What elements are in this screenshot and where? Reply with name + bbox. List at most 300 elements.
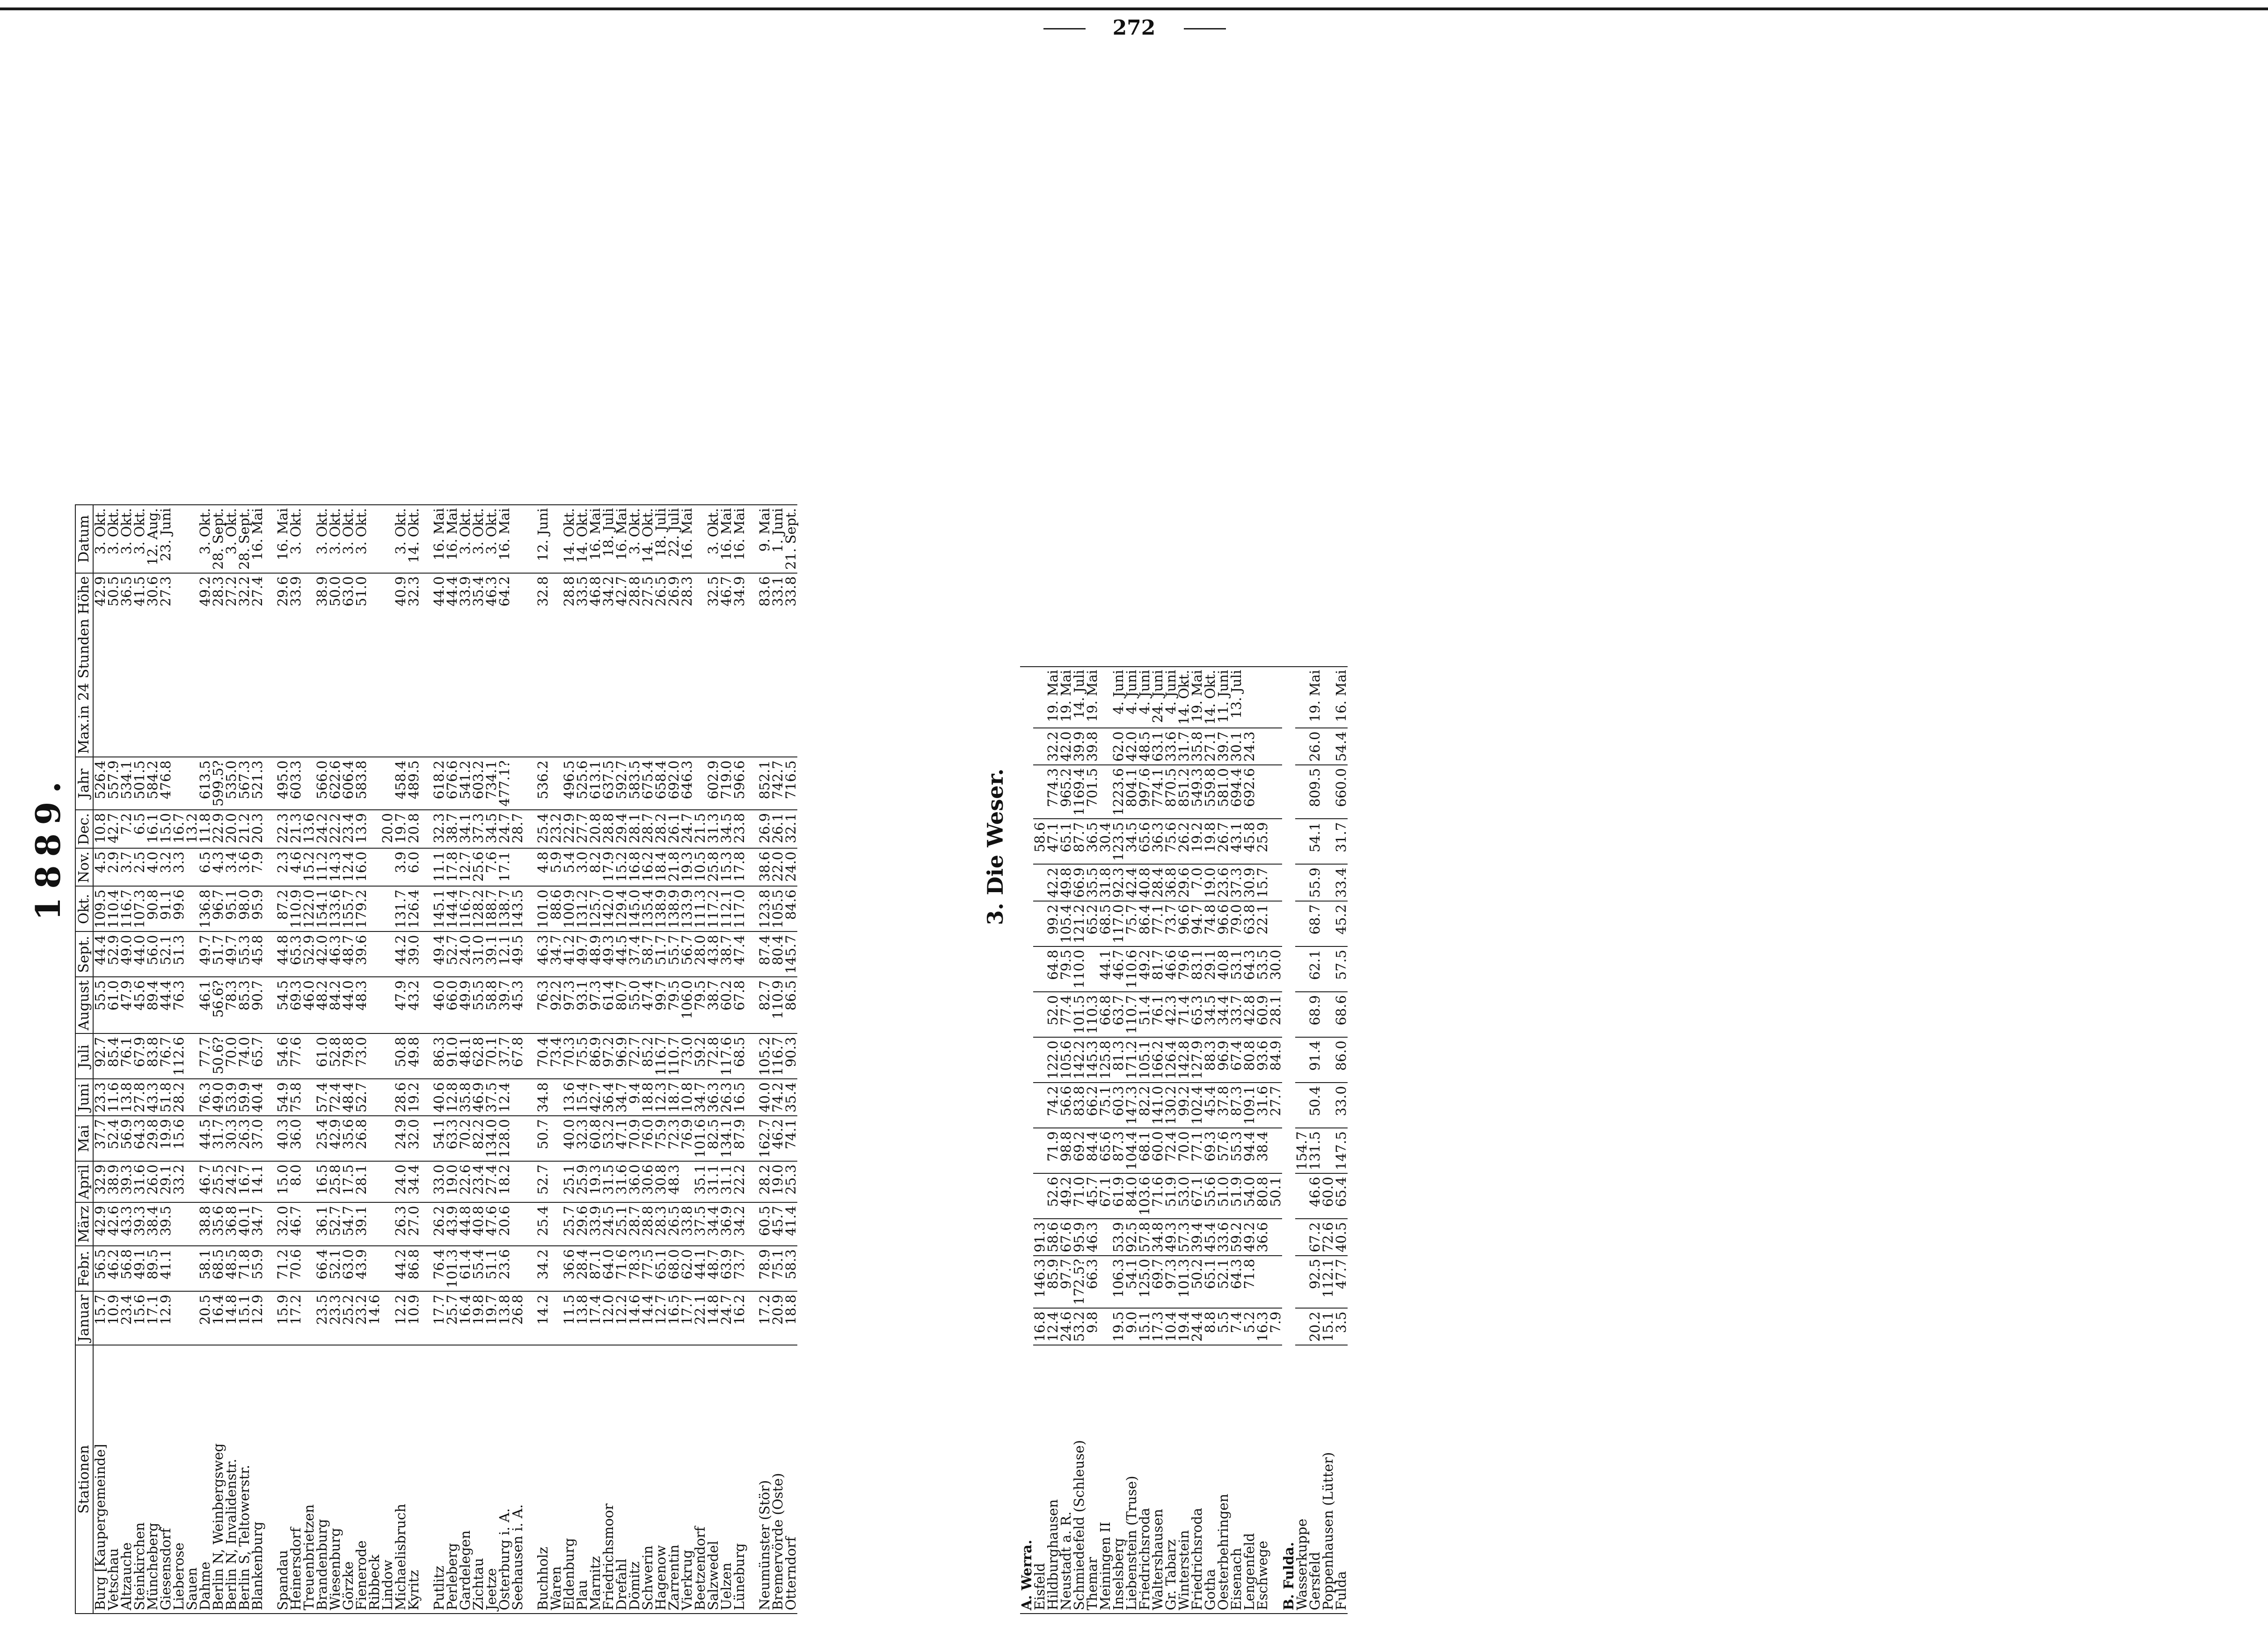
table-cell: 27.0 <box>407 1202 420 1246</box>
table-cell: 24.9 <box>394 1116 407 1161</box>
table-cell: 15.1 <box>1321 1308 1335 1345</box>
table-cell: 30.3 <box>225 1116 238 1161</box>
table-cell: 45.3 <box>511 977 524 1033</box>
column-header: Okt. <box>75 886 93 931</box>
table-cell: 23.6 <box>1217 864 1230 901</box>
table-cell: 3. Okt. <box>133 505 146 573</box>
table-cell: 78.3 <box>628 1246 641 1291</box>
table-cell: 31.3 <box>707 810 720 848</box>
table-cell: 24.0 <box>459 931 472 977</box>
table-cell: 742.7 <box>771 757 784 810</box>
table-cell: 19.0 <box>1203 864 1217 901</box>
table-cell: 68.0 <box>667 1246 680 1291</box>
table-cell: 71.6 <box>615 1246 628 1291</box>
table-cell: 58.7 <box>641 931 654 977</box>
table-cell <box>302 757 315 810</box>
table-cell: 39.6 <box>355 931 368 977</box>
station-name: Buchholz <box>536 1345 549 1614</box>
table-cell: 123.5 <box>1112 819 1125 864</box>
station-name: Eisfeld <box>1033 1345 1046 1614</box>
table-cell: 65.3 <box>1190 992 1203 1037</box>
table-cell: 52.1 <box>159 931 172 977</box>
table-cell: 2.5 <box>133 848 146 886</box>
table-cell: 17.3 <box>1151 1308 1164 1345</box>
table-cell: 84.6 <box>784 886 797 931</box>
table-cell: 60.0 <box>1151 1128 1164 1173</box>
table-cell: 65.6 <box>1138 819 1151 864</box>
table-cell <box>172 757 185 810</box>
table-cell: 30.4 <box>1099 819 1112 864</box>
table-cell: 40.8 <box>1217 946 1230 992</box>
table-cell: 99.2 <box>1046 901 1059 946</box>
table-cell: 73.0 <box>355 1033 368 1079</box>
table-cell: 3.2 <box>159 848 172 886</box>
table-cell: 131.5 <box>1308 1128 1321 1173</box>
station-name <box>1269 1345 1282 1614</box>
table-cell: 68.9 <box>1308 992 1321 1037</box>
table-cell <box>185 1202 198 1246</box>
table-cell: 38.4 <box>146 1202 159 1246</box>
table-cell: 75.5 <box>576 1033 589 1079</box>
table-header-row <box>75 505 93 1614</box>
table-cell: 84.0 <box>1125 1173 1138 1219</box>
station-name: Spandau <box>276 1345 289 1614</box>
table-cell: 46.3 <box>1086 1219 1099 1256</box>
table-cell: 116.7 <box>459 886 472 931</box>
table-cell: 46.3 <box>536 931 549 977</box>
table-cell: 67.1 <box>1099 1173 1112 1219</box>
table-cell: 109.1 <box>1243 1083 1256 1128</box>
table-cell: 14.8 <box>707 1291 720 1345</box>
table-cell: 87.9 <box>733 1116 746 1161</box>
station-name: Putlitz <box>432 1345 445 1614</box>
table-cell: 179.2 <box>355 886 368 931</box>
table-cell: 17.9 <box>602 848 615 886</box>
table-row <box>733 505 746 1614</box>
table-cell: 65.1 <box>654 1246 667 1291</box>
table-cell: 47.4 <box>733 931 746 977</box>
table-cell: 68.5 <box>733 1033 746 1079</box>
table-cell: 29.8 <box>146 1116 159 1161</box>
table-cell: 20.2 <box>1308 1308 1321 1345</box>
table-cell: 162.7 <box>758 1116 771 1161</box>
table-cell: 12.9 <box>159 1291 172 1345</box>
table-row <box>615 505 628 1614</box>
station-name: Jeetze <box>485 1345 498 1614</box>
table-cell: 134.0 <box>485 1116 498 1161</box>
table-cell: 90.3 <box>784 1033 797 1079</box>
table-cell: 19.5 <box>1112 1308 1125 1345</box>
table-cell: 41.5 <box>133 573 146 757</box>
table-cell <box>172 1291 185 1345</box>
table-cell <box>1033 864 1046 901</box>
table-cell: 112.1 <box>1321 1256 1335 1309</box>
table-cell: 77.1 <box>1190 1128 1203 1173</box>
table-cell: 25.7 <box>445 1291 459 1345</box>
table-cell: 27.4 <box>485 1161 498 1202</box>
table-cell: 3.9 <box>394 848 407 886</box>
station-name: Waren <box>549 1345 562 1614</box>
table-cell <box>693 757 707 810</box>
table-row <box>1072 667 1086 1614</box>
table-cell: 526.4 <box>93 757 107 810</box>
table-cell: 8.0 <box>289 1161 302 1202</box>
table-cell <box>1033 1173 1046 1219</box>
column-header: Mai <box>75 1116 93 1161</box>
table-cell: 852.1 <box>758 757 771 810</box>
table-cell: 19.8 <box>472 1291 485 1345</box>
table-cell: 16. Mai <box>1335 667 1348 728</box>
table-cell: 4. Juni <box>1138 667 1151 728</box>
table-cell: 37.5 <box>485 1079 498 1116</box>
table-cell: 28.8 <box>562 573 576 757</box>
table-cell: 138.7 <box>498 886 511 931</box>
table-cell: 581.0 <box>1217 765 1230 819</box>
group-heading-row <box>1282 667 1295 1614</box>
table-cell <box>1295 864 1308 901</box>
table-cell: 75.6 <box>1164 819 1177 864</box>
table-cell: 88.3 <box>1203 1037 1217 1083</box>
table-cell: 36.3 <box>707 1079 720 1116</box>
table-cell: 46.0 <box>432 977 445 1033</box>
station-name: Dömitz <box>628 1345 641 1614</box>
table-cell: 53.1 <box>1230 946 1243 992</box>
table-cell: 76.7 <box>159 1033 172 1079</box>
table-cell: 86.5 <box>784 977 797 1033</box>
table-cell <box>185 1033 198 1079</box>
table-row <box>654 505 667 1614</box>
table-cell: 16. Mai <box>680 505 693 573</box>
table-cell: 51.3 <box>172 931 185 977</box>
table-cell: 25.2 <box>342 1291 355 1345</box>
table-cell: 809.5 <box>1308 765 1321 819</box>
table-cell: 559.8 <box>1203 765 1217 819</box>
table-cell: 38.7 <box>445 810 459 848</box>
table-cell: 53.9 <box>1112 1219 1125 1256</box>
table-cell: 72.6 <box>1321 1219 1335 1256</box>
table-cell <box>1321 765 1335 819</box>
table-cell: 70.9 <box>628 1116 641 1161</box>
table-cell <box>185 977 198 1033</box>
table-cell: 154.1 <box>315 886 328 931</box>
table-cell <box>302 1161 315 1202</box>
station-name: Beetzendorf <box>693 1345 707 1614</box>
table-cell: 44.5 <box>615 931 628 977</box>
table-cell: 58.1 <box>198 1246 211 1291</box>
table-cell: 51.9 <box>1230 1173 1243 1219</box>
table-cell <box>368 1202 381 1246</box>
table-cell: 145.7 <box>784 931 797 977</box>
table-cell: 96.6 <box>1177 901 1190 946</box>
table-cell: 39.8 <box>1086 728 1099 765</box>
page-number: 272 <box>1112 16 1156 40</box>
table-cell: 70.6 <box>289 1246 302 1291</box>
table-cell <box>302 1079 315 1116</box>
table-cell: 44.5 <box>198 1116 211 1161</box>
table-cell: 39.0 <box>407 931 420 977</box>
table-cell: 68.5 <box>211 1246 225 1291</box>
table-cell: 93.6 <box>1256 1037 1269 1083</box>
table-cell: 39.4 <box>1190 1219 1203 1256</box>
table-cell: 73.7 <box>1164 901 1177 946</box>
table-cell: 42.0 <box>315 931 328 977</box>
table-row <box>1125 667 1138 1614</box>
group-heading: B. Fulda. <box>1282 667 1295 1614</box>
table-cell: 48.1 <box>459 1033 472 1079</box>
table-row <box>707 505 720 1614</box>
table-cell: 67.8 <box>733 977 746 1033</box>
table-row <box>720 505 733 1614</box>
table-row <box>302 505 315 1614</box>
table-cell: 36.6 <box>562 1246 576 1291</box>
table-cell: 58.3 <box>784 1246 797 1291</box>
table-cell <box>1256 728 1269 765</box>
table-cell: 55.6 <box>1203 1173 1217 1219</box>
table-cell: 602.9 <box>707 757 720 810</box>
table-body <box>93 505 797 1614</box>
table-cell: 15.1 <box>238 1291 251 1345</box>
table-cell: 68.1 <box>1138 1128 1151 1173</box>
table-cell: 47.6 <box>485 1202 498 1246</box>
table-row <box>549 505 562 1614</box>
table-cell: 70.3 <box>562 1033 576 1079</box>
table-row <box>107 505 120 1614</box>
table-cell: 110.9 <box>771 977 784 1033</box>
table-cell <box>1099 728 1112 765</box>
table-cell: 43.9 <box>445 1202 459 1246</box>
table-cell: 50.0 <box>328 573 342 757</box>
table-cell: 39.1 <box>355 1202 368 1246</box>
table-cell: 45.6 <box>133 977 146 1033</box>
table-cell: 26.2 <box>432 1202 445 1246</box>
table-cell: 31.0 <box>472 931 485 977</box>
table-cell: 27.4 <box>251 573 264 757</box>
table-cell: 5.4 <box>562 848 576 886</box>
table-cell: 75.7 <box>1125 901 1138 946</box>
table-cell: 79.0 <box>1230 901 1243 946</box>
table-cell <box>1256 1256 1269 1309</box>
table-cell: 45.8 <box>251 931 264 977</box>
table-cell: 16.8 <box>1033 1308 1046 1345</box>
table-cell: 92.5 <box>1308 1256 1321 1309</box>
table-cell: 81.7 <box>1151 946 1164 992</box>
table-cell: 79.8 <box>342 1033 355 1079</box>
table-cell: 622.6 <box>328 757 342 810</box>
table-cell: 65.6 <box>1099 1128 1112 1173</box>
station-name: Drefahl <box>615 1345 628 1614</box>
table-cell: 117.0 <box>1112 901 1125 946</box>
table-cell: 106.0 <box>680 977 693 1033</box>
table-cell: 35.4 <box>784 1079 797 1116</box>
table-cell: 28.7 <box>628 1202 641 1246</box>
station-name: Burg [Kaupergemeinde] <box>93 1345 107 1614</box>
table-cell: 94.7 <box>1190 901 1203 946</box>
table-cell: 26.3 <box>238 1116 251 1161</box>
table-cell: 57.6 <box>1217 1128 1230 1173</box>
table-cell: 49.3 <box>602 931 615 977</box>
table-cell <box>1321 819 1335 864</box>
table-cell: 12. Juni <box>536 505 549 573</box>
table-cell: 54.1 <box>1308 819 1321 864</box>
table-cell: 16. Mai <box>615 505 628 573</box>
table-cell: 19. Mai <box>1190 667 1203 728</box>
table-cell <box>1033 1128 1046 1173</box>
table-cell: 28.0 <box>693 931 707 977</box>
table-cell <box>549 1291 562 1345</box>
table-cell: 76.3 <box>198 1079 211 1116</box>
table-cell: 77.7 <box>198 1033 211 1079</box>
table-cell: 618.2 <box>432 757 445 810</box>
table-cell: 495.0 <box>276 757 289 810</box>
table-row <box>536 505 549 1614</box>
table-cell: 28.2 <box>654 810 667 848</box>
table-cell: 33.4 <box>1335 864 1348 901</box>
table-cell: 566.0 <box>315 757 328 810</box>
table-cell: 83.1 <box>1190 946 1203 992</box>
table-cell: 73.7 <box>733 1246 746 1291</box>
station-name: Müncheberg <box>146 1345 159 1614</box>
table-cell: 92.5 <box>1125 1219 1138 1256</box>
table-cell: 55.0 <box>628 977 641 1033</box>
table-cell: 39.7 <box>1217 728 1230 765</box>
table-cell: 19.7 <box>394 810 407 848</box>
table-row <box>693 505 707 1614</box>
table-cell: 4.5 <box>93 848 107 886</box>
group-heading-row <box>1020 667 1033 1614</box>
table-cell: 660.0 <box>1335 765 1348 819</box>
table-cell: 127.9 <box>1190 1037 1203 1083</box>
table-cell <box>1099 667 1112 728</box>
table-cell: 46.7 <box>198 1161 211 1202</box>
table-cell <box>549 505 562 573</box>
column-header: Januar <box>75 1291 93 1345</box>
table-cell: 23.2 <box>549 810 562 848</box>
table-cell: 154.7 <box>1295 1128 1308 1173</box>
table-cell: 75.1 <box>771 1246 784 1291</box>
station-name: Giesensdorf <box>159 1345 172 1614</box>
table-cell: 11.8 <box>198 810 211 848</box>
table-cell <box>381 1033 394 1079</box>
table-cell: 3. Okt. <box>107 505 120 573</box>
table-cell: 42.9 <box>93 1202 107 1246</box>
table-cell <box>381 848 394 886</box>
table-cell <box>511 1116 524 1161</box>
table-cell: 126.4 <box>1164 1037 1177 1083</box>
station-name: Gersfeld <box>1308 1345 1321 1614</box>
table-cell <box>1099 1308 1112 1345</box>
table-cell <box>381 1246 394 1291</box>
table-cell: 25.9 <box>576 1161 589 1202</box>
table-cell: 25.9 <box>1256 819 1269 864</box>
table-cell: 15.2 <box>615 848 628 886</box>
table-cell: 26.1 <box>667 810 680 848</box>
table-cell: 30.1 <box>1230 728 1243 765</box>
table-cell: 4.0 <box>146 848 159 886</box>
table-cell: 65.2 <box>1086 901 1099 946</box>
table-cell: 71.2 <box>276 1246 289 1291</box>
table-cell: 70.0 <box>225 1033 238 1079</box>
table-cell: 17.7 <box>680 1291 693 1345</box>
table-cell: 40.9 <box>394 573 407 757</box>
table-cell: 14.8 <box>225 1291 238 1345</box>
table-cell: 101.5 <box>1072 992 1086 1037</box>
table-cell: 56.6? <box>211 977 225 1033</box>
table-cell: 10.8 <box>93 810 107 848</box>
table-cell: 48.4 <box>342 1079 355 1116</box>
table-cell: 646.3 <box>680 757 693 810</box>
table-cell: 4.8 <box>536 848 549 886</box>
table-cell: 33.8 <box>680 1202 693 1246</box>
table-cell: 96.9 <box>615 1033 628 1079</box>
table-cell: 72.7 <box>628 1033 641 1079</box>
table-cell: 34.4 <box>407 1161 420 1202</box>
table-cell: 39.7 <box>498 977 511 1033</box>
table-cell <box>1033 946 1046 992</box>
table-cell: 31.1 <box>707 1161 720 1202</box>
table-row <box>159 505 172 1614</box>
table-cell: 42.7 <box>615 573 628 757</box>
table-cell: 65.7 <box>251 1033 264 1079</box>
table-cell: 57.8 <box>1138 1219 1151 1256</box>
table-cell: 56.9 <box>120 1116 133 1161</box>
table-cell: 34.8 <box>1151 1219 1164 1256</box>
station-name: Dahme <box>198 1345 211 1614</box>
table-cell: 74.1 <box>784 1116 797 1161</box>
table-cell <box>511 505 524 573</box>
table-cell: 12.2 <box>394 1291 407 1345</box>
table-cell: 105.6 <box>1059 1037 1072 1083</box>
table-cell <box>381 1116 394 1161</box>
table-cell: 55.7 <box>667 931 680 977</box>
table-cell: 23. Juni <box>159 505 172 573</box>
table-cell: 8.8 <box>1203 1308 1217 1345</box>
table-row <box>185 505 198 1614</box>
table-cell: 25.5 <box>211 1161 225 1202</box>
station-name: Heinersdorf <box>289 1345 302 1614</box>
table-cell: 60.0 <box>1321 1173 1335 1219</box>
table-cell: 72.4 <box>328 1079 342 1116</box>
table-cell: 65.1 <box>1059 819 1072 864</box>
station-name: Eisenach <box>1230 1345 1243 1614</box>
table-cell: 49.7 <box>576 931 589 977</box>
table-cell: 54.1 <box>1125 1256 1138 1309</box>
table-cell <box>185 848 198 886</box>
table-cell: 18.8 <box>784 1291 797 1345</box>
table-cell: 32.0 <box>276 1202 289 1246</box>
table-cell <box>381 1291 394 1345</box>
table-cell: 19. Mai <box>1059 667 1072 728</box>
table-cell: 75.1 <box>1099 1083 1112 1128</box>
table-cell: 18.8 <box>641 1079 654 1116</box>
table-cell: 26.8 <box>355 1116 368 1161</box>
table-cell: 12.0 <box>602 1291 615 1345</box>
table-cell <box>381 1161 394 1202</box>
table-row <box>680 505 693 1614</box>
table-cell: 63.3 <box>445 1116 459 1161</box>
table-cell: 24.0 <box>394 1161 407 1202</box>
table-cell: 38.8 <box>198 1202 211 1246</box>
table-cell: 63.0 <box>342 573 355 757</box>
table-row <box>1046 667 1059 1614</box>
table-cell: 40.8 <box>472 1202 485 1246</box>
station-name: Friedrichsroda <box>1138 1345 1151 1614</box>
table-cell <box>1033 992 1046 1037</box>
table-cell: 55.3 <box>238 931 251 977</box>
table-row <box>1138 667 1151 1614</box>
table-cell: 28.2 <box>758 1161 771 1202</box>
station-name: Zarrentin <box>667 1345 680 1614</box>
table-row <box>1217 667 1230 1614</box>
